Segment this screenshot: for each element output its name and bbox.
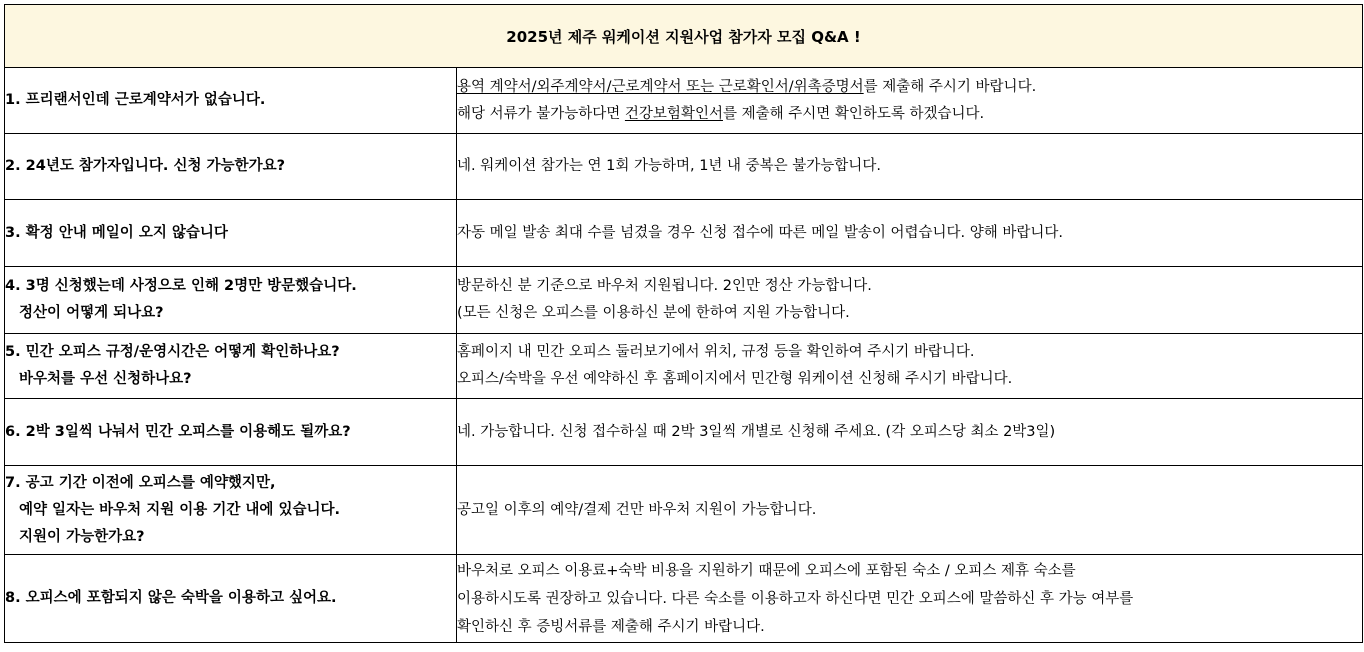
answer-line: 확인하신 후 증빙서류를 제출해 주시기 바랍니다. [457,618,765,635]
answer-line: 방문하신 분 기준으로 바우처 지원됩니다. 2인만 정산 가능합니다. [457,278,872,294]
table-row [5,399,1363,466]
question-line: 7. 공고 기간 이전에 오피스를 예약했지만, [5,474,276,491]
answer-line: 공고일 이후의 예약/결제 건만 바우처 지원이 가능합니다. [457,501,817,518]
answer-line: 용역 계약서/외주계약서/근로계약서 또는 근로확인서/위촉증명서를 제출해 주시기 바랍니다. [457,78,1037,95]
question-cell [5,399,457,466]
question-line: 3. 확정 안내 메일이 오지 않습니다 [5,224,228,241]
question-line: 예약 일자는 바우처 지원 이용 기간 내에 있습니다. [19,501,340,518]
question-cell [5,466,457,555]
answer-cell [457,200,1363,267]
question-line: 1. 프리랜서인데 근로계약서가 없습니다. [5,92,266,108]
question-cell [5,334,457,399]
title-row [5,5,1363,68]
answer-line: 자동 메일 발송 최대 수를 넘겼을 경우 신청 접수에 따른 메일 발송이 어렵습니다. 양해 바랍니다. [457,224,1064,241]
answer-cell [457,466,1363,555]
underlined-documents: 용역 계약서/외주계약서/근로계약서 또는 근로확인서/위촉증명서 [457,78,864,95]
answer-cell [457,134,1363,200]
answer-cell [457,334,1363,399]
answer-cell [457,399,1363,466]
table-row [5,267,1363,334]
question-cell [5,68,457,134]
question-line: 정산이 어떻게 되나요? [19,305,164,321]
table-row [5,334,1363,399]
answer-line: 네. 워케이션 참가는 연 1회 가능하며, 1년 내 중복은 불가능합니다. [457,158,881,174]
answer-cell [457,267,1363,334]
answer-cell [457,555,1363,643]
question-cell [5,555,457,643]
table-row [5,466,1363,555]
qa-table [4,4,1363,643]
question-cell [5,134,457,200]
answer-line: 홈페이지 내 민간 오피스 둘러보기에서 위치, 규정 등을 확인하여 주시기 바랍니다. [457,344,975,360]
question-line: 6. 2박 3일씩 나눠서 민간 오피스를 이용해도 될까요? [5,423,351,440]
answer-line: 바우처로 오피스 이용료+숙박 비용을 지원하기 때문에 오피스에 포함된 숙소 / 오피스 제휴 숙소를 [457,562,1076,579]
question-line: 4. 3명 신청했는데 사정으로 인해 2명만 방문했습니다. [5,278,357,294]
table-row [5,68,1363,134]
underlined-documents: 건강보험확인서 [624,105,723,122]
question-line: 2. 24년도 참가자입니다. 신청 가능한가요? [5,158,285,174]
answer-line: 네. 가능합니다. 신청 접수하실 때 2박 3일씩 개별로 신청해 주세요. (각 오피스당 최소 2박3일) [457,423,1056,440]
table-title: 2025년 제주 워케이션 지원사업 참가자 모집 Q&A ! [5,5,1363,68]
answer-line: (모든 신청은 오피스를 이용하신 분에 한하여 지원 가능합니다. [457,305,850,321]
question-line: 지원이 가능한가요? [19,528,145,545]
question-line: 8. 오피스에 포함되지 않은 숙박을 이용하고 싶어요. [5,590,337,606]
table-row [5,200,1363,267]
answer-cell [457,68,1363,134]
question-line: 바우처를 우선 신청하나요? [19,371,192,387]
question-cell [5,267,457,334]
answer-line: 이용하시도록 권장하고 있습니다. 다른 숙소를 이용하고자 하신다면 민간 오피스에 말씀하신 후 가능 여부를 [457,590,1134,607]
question-cell [5,200,457,267]
question-line: 5. 민간 오피스 규정/운영시간은 어떻게 확인하나요? [5,344,340,360]
answer-line: 해당 서류가 불가능하다면 건강보험확인서를 제출해 주시면 확인하도록 하겠습니다. [457,105,985,122]
table-row [5,134,1363,200]
table-row [5,555,1363,643]
answer-line: 오피스/숙박을 우선 예약하신 후 홈페이지에서 민간형 워케이션 신청해 주시기 바랍니다. [457,371,1013,387]
